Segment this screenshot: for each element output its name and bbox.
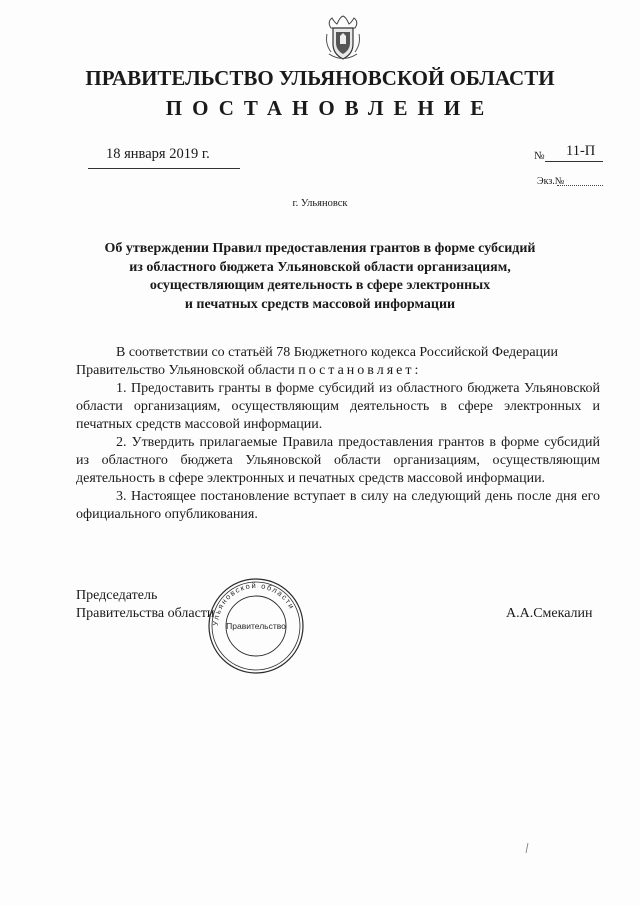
official-stamp: [206, 576, 306, 676]
subject-line: Об утверждении Правил предоставления грантов в форме субсидий: [104, 241, 536, 256]
signatory-name: А.А.Смекалин: [506, 606, 593, 621]
copy-number-line: [557, 185, 603, 186]
signatory-position-line-2: Правительства области: [76, 606, 215, 621]
copy-number-label: Экз.№: [537, 176, 565, 187]
coat-of-arms-emblem: [323, 14, 363, 64]
decree-item-1: 1. Предоставить гранты в форме субсидий из областного бюджета Ульяновской области организациям, осуществляющим деятельность в сфере электронных и печатных средств массовой информации.: [76, 381, 600, 432]
number-underline: [545, 161, 603, 162]
subject-line: и печатных средств массовой информации: [184, 296, 456, 312]
stamp-ring-text: Ульяновской области: [210, 580, 297, 627]
city-label: г. Ульяновск: [292, 198, 348, 209]
margin-mark: [524, 842, 530, 854]
document-subject: [80, 240, 560, 314]
subject-line: из областного бюджета Ульяновской области организациям,: [129, 259, 511, 275]
preamble-continuation: [76, 362, 600, 380]
signatory-position-line-1: Председатель: [76, 588, 158, 603]
subject-line: осуществляющим деятельность в сфере электронных: [149, 278, 491, 293]
decree-item-3: 3. Настоящее постановление вступает в силу на следующий день после дня его официального опубликования.: [76, 489, 600, 522]
document-body: [76, 344, 600, 524]
date-underline: [88, 168, 240, 169]
document-date: 18 января 2019 г.: [106, 146, 210, 162]
document-type-title: ПОСТАНОВЛЕНИЕ: [165, 96, 495, 120]
government-title: ПРАВИТЕЛЬСТВО УЛЬЯНОВСКОЙ ОБЛАСТИ: [85, 66, 555, 90]
preamble-paragraph: В соответствии со статьёй 78 Бюджетного кодекса Российской Федерации: [116, 345, 559, 360]
stamp-center-text: Правительство: [226, 621, 286, 631]
document-number: 11-П: [566, 143, 596, 159]
number-prefix: №: [534, 150, 545, 162]
decree-word: постановляет:: [298, 363, 422, 378]
preamble-subject: Правительство Ульяновской области: [76, 363, 295, 378]
decree-item-2: 2. Утвердить прилагаемые Правила предоставления грантов в форме субсидий из областного бюджета Ульяновской области организациям, осуществляющим деятельность в сфере электронных и печатных средств массовой информации.: [76, 435, 600, 486]
